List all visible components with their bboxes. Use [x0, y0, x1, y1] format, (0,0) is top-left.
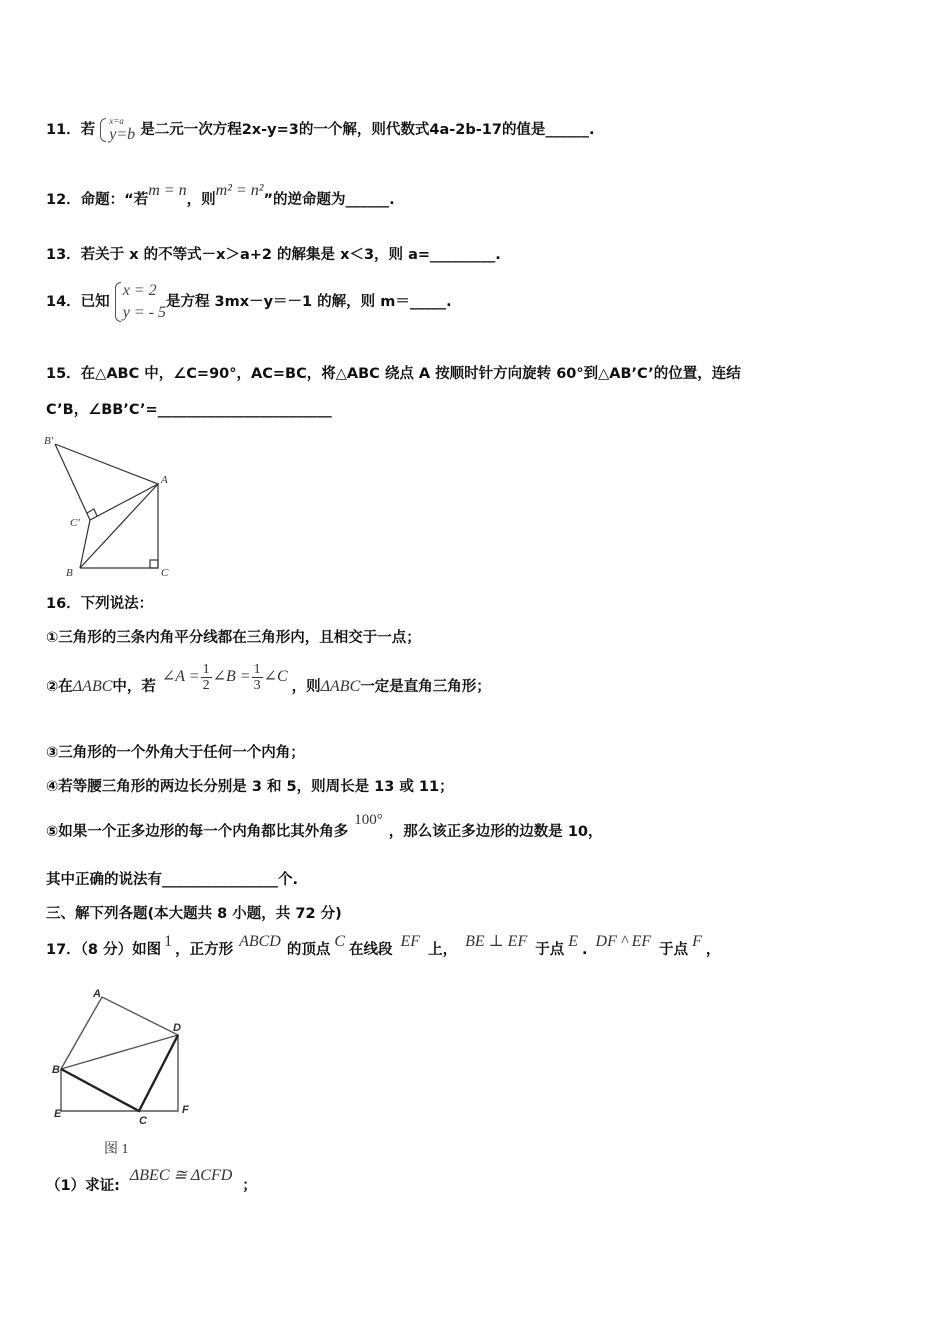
q11-number: 11．若: [46, 122, 96, 138]
q14-text: 是方程 3mx－y＝－1 的解，则 m＝: [165, 294, 410, 310]
q17-label-a: A: [93, 988, 101, 1000]
q12-math-m-eq-n: m = n: [148, 182, 187, 199]
question-16-conclusion: [46, 870, 298, 890]
q17-df-perp-ef: DF ^ EF: [595, 933, 652, 950]
q15-segment-c-prime-b: [80, 520, 90, 568]
q16-s2-triangle-2: ΔABC: [320, 678, 361, 695]
section-3-title: 三、解下列各题(本大题共 8 小题，共 72 分): [46, 906, 342, 922]
q16-s5-a: ⑤如果一个正多边形的每一个内角都比其外角多: [46, 824, 349, 840]
question-15-line-2: [46, 400, 332, 420]
q16-fraction-third: [252, 662, 263, 693]
question-12: [46, 182, 395, 210]
question-13: [46, 245, 501, 265]
q16-frac2-num: 1: [253, 661, 261, 677]
q12-text-a: ，则: [186, 192, 216, 208]
q13-answer-blank: _________: [430, 247, 496, 263]
q17-point-c: C: [334, 933, 346, 950]
q17-t1: ，正方形: [175, 942, 234, 958]
q16-title: 16．下列说法：: [46, 596, 154, 612]
q11-sys-main: y=b: [109, 126, 136, 143]
q15-triangle-ab-prime-c-prime: [55, 444, 158, 520]
q17-t7: 于点: [659, 942, 689, 958]
question-15-line-1: [46, 364, 741, 384]
q12-math-square: m² = n²: [215, 182, 264, 199]
question-11: [46, 116, 594, 160]
q16-s2-a: ②在: [46, 679, 73, 695]
q15-label-b: B: [66, 567, 73, 579]
q17-point-f: F: [692, 933, 702, 950]
q16-s4: ④若等腰三角形的两边长分别是 3 和 5，则周长是 13 或 11；: [46, 779, 454, 795]
q15-line1: 15．在△ABC 中，∠C=90°，AC=BC，将△ABC 绕点 A 按顺时针方向旋转 60°到△AB’C’的位置，连结: [46, 366, 741, 382]
q15-right-angle-c-prime: [87, 509, 97, 516]
q17-label-b: B: [52, 1064, 60, 1076]
section-3-heading: [46, 904, 342, 924]
q15-label-c: C: [161, 567, 169, 579]
q16-s6-end: 个.: [278, 872, 299, 888]
question-16-statement-5: [46, 812, 603, 842]
q11-end: .: [588, 122, 595, 138]
q11-text-b: 的一个解，则代数式: [298, 122, 430, 138]
q15-line2: C’B，∠BB’C’=: [46, 402, 158, 418]
q15-answer-blank: ________________________: [157, 402, 332, 418]
q14-sys-y: y = - 5: [122, 304, 166, 321]
q11-system: [100, 116, 135, 144]
q16-s2-triangle: ΔABC: [72, 678, 113, 695]
q12-number: 12．命题：“若: [46, 192, 149, 208]
q17-point-e: E: [568, 933, 578, 950]
q15-label-b-prime: B': [44, 435, 54, 447]
q17-t4: 上，: [428, 942, 458, 958]
question-14: [46, 280, 452, 330]
q17-t3: 在线段: [349, 942, 393, 958]
q17-t8: ，: [705, 942, 721, 958]
q17-t6: .: [582, 942, 588, 958]
q17-be-perp-ef: BE ⊥ EF: [465, 933, 528, 950]
q16-s1: ①三角形的三条内角平分线都在三角形内，且相交于一点；: [46, 630, 421, 646]
q14-end: .: [446, 294, 452, 310]
q17-label-e: E: [54, 1108, 62, 1120]
q17-t5: 于点: [535, 942, 565, 958]
q17-bold-bcd: [61, 1035, 178, 1111]
q15-figure: [40, 430, 180, 580]
q17-part1-congruence: ΔBEC ≅ ΔCFD: [129, 1167, 233, 1184]
q17-fig-ref: 1: [164, 933, 173, 950]
q14-number: 14．已知: [46, 294, 110, 310]
q17-figure: [46, 985, 206, 1130]
q16-frac1-num: 1: [202, 661, 210, 677]
q16-answer-blank: ________________: [162, 872, 278, 888]
q17-square-abcd: [61, 997, 178, 1111]
q13-end: .: [495, 247, 501, 263]
q17-label-c: C: [139, 1115, 147, 1127]
q14-sys-x: x = 2: [122, 282, 157, 299]
q12-text-b: ”的逆命题为: [263, 192, 346, 208]
q11-sys-top: x=a: [109, 116, 124, 126]
q15-label-c-prime: C': [70, 517, 80, 529]
q11-answer-blank: ______: [545, 122, 589, 138]
question-16-statement-1: [46, 628, 421, 648]
q16-s5-degree: 100°: [354, 812, 383, 828]
q17-t2: 的顶点: [286, 942, 331, 958]
q12-answer-blank: ______: [345, 192, 390, 208]
q11-text-c: 的值是: [501, 122, 546, 138]
q13-text: 13．若关于 x 的不等式－x＞a+2 的解集是 x＜3，则 a=: [46, 247, 431, 263]
q11-equation: 2x-y=3: [241, 122, 299, 138]
q17-diagonal-bd: [61, 1035, 178, 1069]
q11-expression: 4a-2b-17: [429, 122, 502, 138]
question-16-statement-3: [46, 743, 305, 763]
q17-number: 17．（8 分）如图: [46, 942, 162, 958]
question-16-title: [46, 594, 153, 614]
q12-end: .: [389, 192, 395, 208]
q16-fraction-half: [201, 662, 212, 693]
q17-label-f: F: [182, 1104, 189, 1116]
q17-part1-label: （1）求证:: [46, 1178, 120, 1194]
q16-angle-relation: [162, 662, 288, 693]
question-17-part-1: [46, 1167, 257, 1196]
q15-triangle-abc: [80, 484, 158, 568]
q11-text-a: 是二元一次方程: [140, 122, 242, 138]
q17-figure-caption: 图 1: [104, 1142, 129, 1157]
q17-segment-ef: EF: [400, 933, 421, 950]
q16-frac2-den: 3: [253, 677, 261, 693]
q16-s2-b: 中，若: [112, 679, 156, 695]
q16-s3: ③三角形的一个外角大于任何一个内角；: [46, 745, 305, 761]
question-17: [46, 933, 721, 960]
q16-s6: 其中正确的说法有: [46, 872, 162, 888]
q16-s2-c: ，则: [291, 679, 321, 695]
q16-frac1-den: 2: [202, 677, 210, 693]
q14-system: [115, 280, 166, 324]
q16-s5-b: ，那么该正多边形的边数是 10，: [388, 824, 603, 840]
q16-angle-c: ∠C: [263, 668, 288, 685]
question-16-statement-2: [46, 661, 491, 709]
q16-angle-b: ∠B =: [212, 668, 251, 685]
q17-part1-end: ；: [242, 1178, 257, 1194]
q14-answer-blank: _____: [409, 294, 447, 310]
q17-label-d: D: [173, 1022, 181, 1034]
question-16-statement-4: [46, 777, 454, 797]
q17-square-abcd: ABCD: [239, 933, 281, 950]
q16-s2-d: 一定是直角三角形；: [360, 679, 491, 695]
q15-right-angle-c: [150, 560, 158, 568]
q16-angle-a: ∠A =: [161, 668, 200, 685]
q15-label-a: A: [161, 474, 168, 486]
